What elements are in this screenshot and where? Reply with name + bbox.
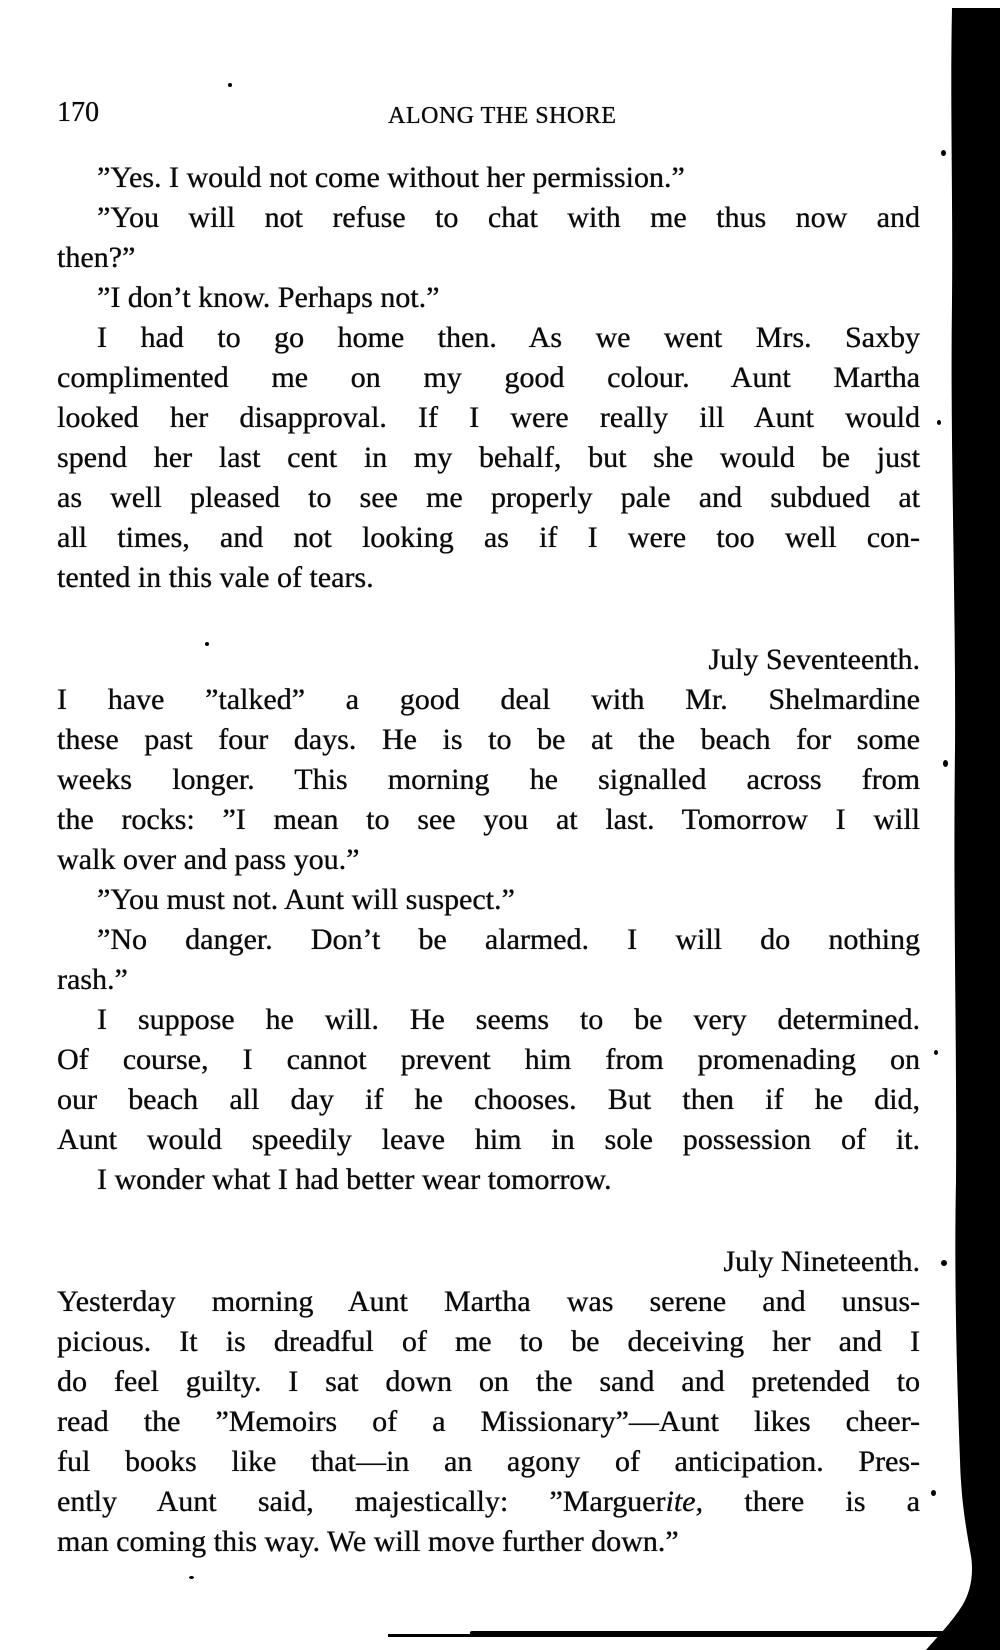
running-header-title: ALONG THE SHORE	[388, 103, 617, 129]
scan-band-speck	[937, 420, 941, 425]
scan-speck	[228, 83, 232, 87]
text-line	[57, 1362, 920, 1402]
text-segment: ”I don’t know. Perhaps not.”	[97, 281, 440, 314]
scan-speck	[189, 1576, 194, 1579]
text-segment: ”Yes. I would not come without her permission.”	[97, 161, 685, 194]
scan-band-speck	[941, 150, 946, 156]
text-line	[57, 558, 920, 598]
text-line	[57, 680, 920, 720]
text-line	[57, 278, 920, 318]
text-segment: picious. It is dreadful of me to be deceiving her and I	[57, 1325, 920, 1358]
text-segment: ite,	[665, 1485, 703, 1518]
text-line	[57, 1080, 920, 1120]
text-line	[57, 960, 920, 1000]
text-line	[57, 358, 920, 398]
text-line	[57, 198, 920, 238]
text-segment: complimented me on my good colour. Aunt Martha	[57, 361, 920, 394]
text-line	[57, 1000, 920, 1040]
text-segment: do feel guilty. I sat down on the sand and pretended to	[57, 1365, 920, 1398]
text-segment: walk over and pass you.”	[57, 843, 360, 876]
text-line	[57, 518, 920, 558]
text-segment: ”You will not refuse to chat with me thus now and	[97, 201, 920, 234]
paragraph	[57, 158, 920, 198]
text-line	[57, 238, 920, 278]
text-segment: spend her last cent in my behalf, but she would be just	[57, 441, 920, 474]
text-segment: man coming this way. We will move further down.”	[57, 1525, 679, 1558]
text-line	[57, 1482, 920, 1522]
text-segment: looked her disapproval. If I were really ill Aunt would	[57, 401, 920, 434]
scan-bottom-rule-tail	[388, 1634, 483, 1637]
text-line	[57, 398, 920, 438]
scan-band-speck	[943, 760, 948, 767]
diary-date-heading: July Seventeenth.	[708, 643, 920, 676]
text-segment: our beach all day if he chooses. But then if he did,	[57, 1083, 920, 1116]
text-segment: ”You must not. Aunt will suspect.”	[97, 883, 515, 916]
text-line	[57, 438, 920, 478]
text-segment: I had to go home then. As we went Mrs. Saxby	[97, 321, 920, 354]
paragraph	[57, 198, 920, 278]
paragraph	[57, 1160, 920, 1200]
text-line	[57, 760, 920, 800]
page-number: 170	[57, 97, 99, 128]
text-segment: read the ”Memoirs of a Missionary”—Aunt likes cheer-	[57, 1405, 920, 1438]
text-line	[57, 1040, 920, 1080]
paragraph	[57, 1000, 920, 1160]
text-line	[57, 478, 920, 518]
text-segment: ful books like that—in an agony of anticipation. Pres-	[57, 1445, 920, 1478]
text-line	[57, 920, 920, 960]
diary-date-heading: July Nineteenth.	[723, 1245, 920, 1278]
text-line	[57, 1442, 920, 1482]
scan-band-speck	[941, 1260, 947, 1266]
text-line	[57, 158, 920, 198]
text-segment: I suppose he will. He seems to be very determined.	[97, 1003, 920, 1036]
paragraph	[57, 278, 920, 318]
paragraph	[57, 680, 920, 880]
scan-speck	[205, 642, 209, 646]
text-line	[57, 318, 920, 358]
text-line	[57, 1120, 920, 1160]
text-line	[57, 800, 920, 840]
text-segment: these past four days. He is to be at the beach for some	[57, 723, 920, 756]
text-segment: all times, and not looking as if I were too well con-	[57, 521, 920, 554]
page-body-text	[57, 158, 920, 1562]
text-segment: I wonder what I had better wear tomorrow.	[97, 1163, 612, 1196]
text-line	[57, 1402, 920, 1442]
text-segment: Aunt would speedily leave him in sole possession of it.	[57, 1123, 920, 1156]
text-segment: tented in this vale of tears.	[57, 561, 374, 594]
text-line	[57, 720, 920, 760]
scan-bottom-rule	[470, 1631, 952, 1637]
text-line	[57, 1322, 920, 1362]
text-segment: ently Aunt said, majestically: ”Marguer	[57, 1485, 666, 1518]
text-segment: weeks longer. This morning he signalled across from	[57, 763, 920, 796]
text-segment: ”No danger. Don’t be alarmed. I will do nothing	[97, 923, 920, 956]
paragraph	[57, 880, 920, 920]
scan-band-speck	[934, 1050, 938, 1055]
text-segment: rash.”	[57, 963, 128, 996]
text-line	[57, 880, 920, 920]
paragraph	[57, 318, 920, 598]
text-line	[57, 840, 920, 880]
text-segment: I have ”talked” a good deal with Mr. Shelmardine	[57, 683, 920, 716]
text-segment: as well pleased to see me properly pale and subdued at	[57, 481, 920, 514]
text-line	[57, 1522, 920, 1562]
text-segment: Of course, I cannot prevent him from promenading on	[57, 1043, 920, 1076]
text-segment: there is a	[702, 1485, 921, 1518]
text-segment: the rocks: ”I mean to see you at last. Tomorrow I will	[57, 803, 920, 836]
text-segment: Yesterday morning Aunt Martha was serene and unsus-	[57, 1285, 920, 1318]
paragraph	[57, 1282, 920, 1562]
text-line	[57, 1160, 920, 1200]
scan-band-speck	[931, 1490, 936, 1496]
text-line	[57, 1282, 920, 1322]
text-segment: then?”	[57, 241, 136, 274]
paragraph	[57, 920, 920, 1000]
